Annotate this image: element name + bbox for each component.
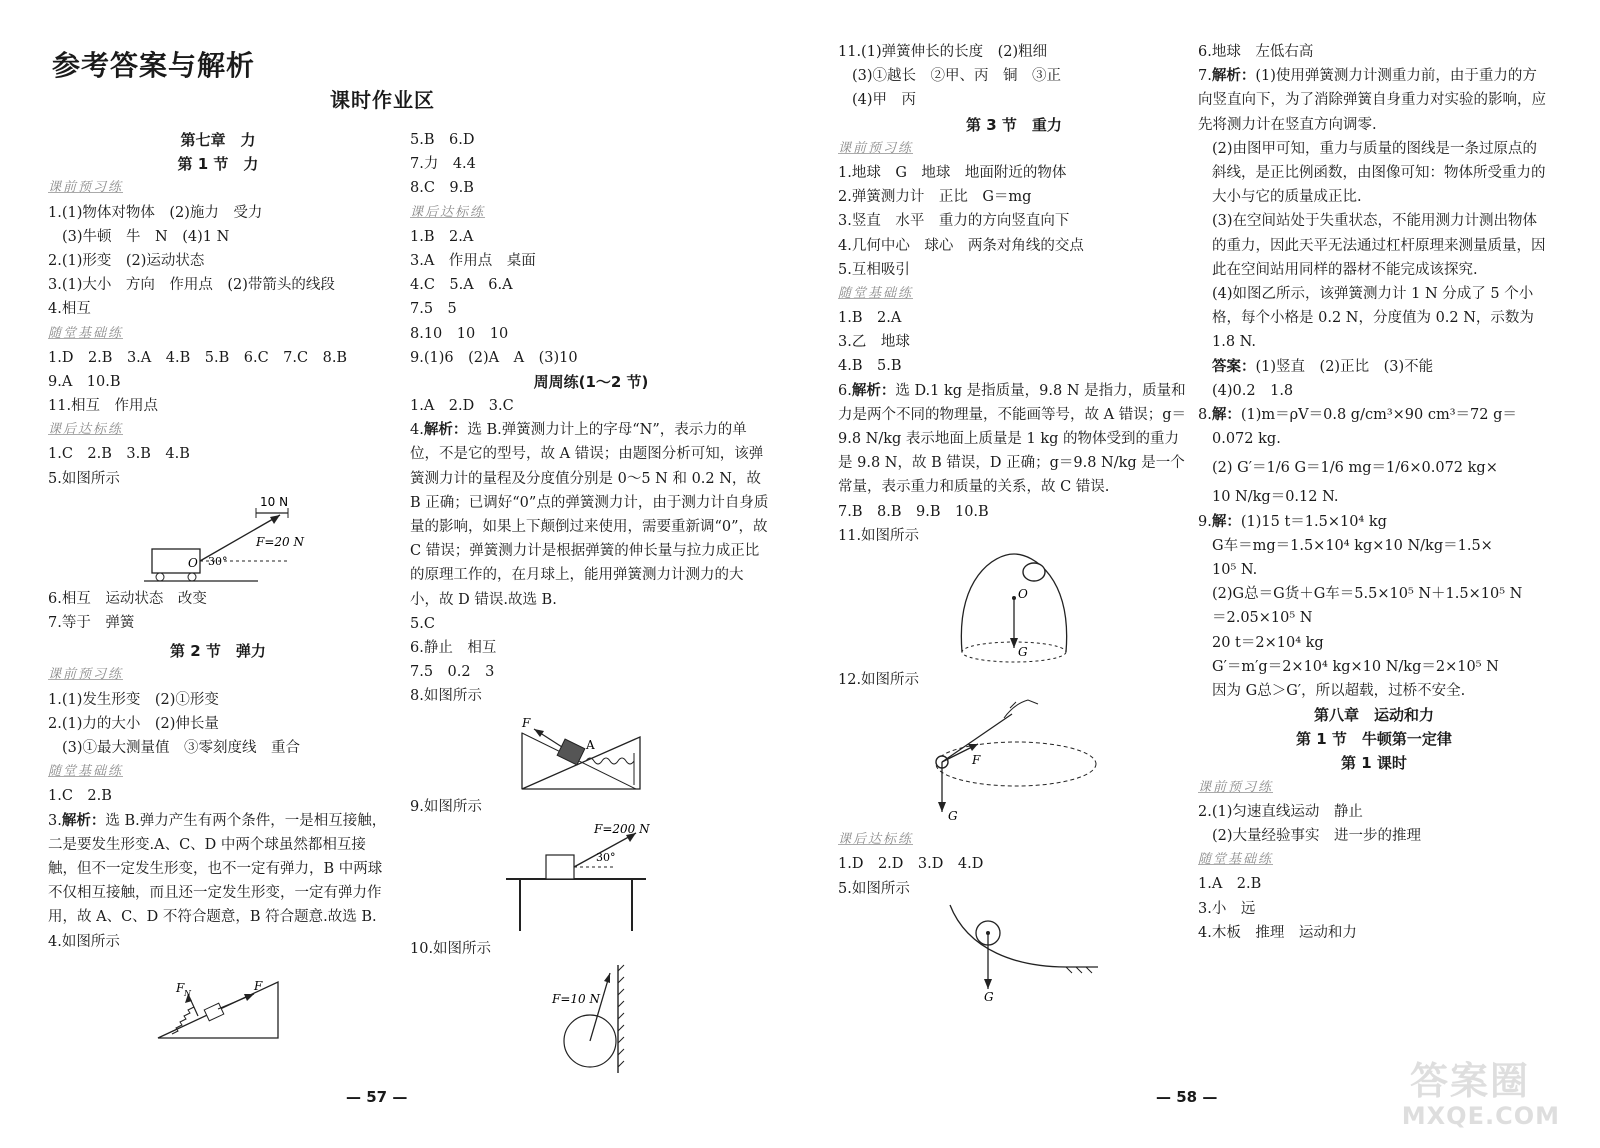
fig9-force-label: F=200 N [594,821,650,836]
exercise-tag: 随堂基础练 [838,285,914,301]
answer-line: 2.(1)形变 (2)运动状态 [48,252,205,269]
section-heading: 第 1 节 牛顿第一定律 [1296,730,1452,749]
answer-line: 2.弹簧测力计 正比 G＝mg [838,189,1032,206]
answer-line: 4.如图所示 [48,933,120,950]
fig5b-gravity: G [984,989,994,1001]
solution-line: 8.解：(1)m＝ρV＝0.8 g/cm³×90 cm³＝72 g＝ [1198,406,1517,423]
column-1 [48,128,388,1044]
answer-line: 5.如图所示 [838,880,910,897]
lesson-heading: 第 1 课时 [1341,754,1407,773]
solution-line: 0.072 kg. [1212,431,1281,448]
answer-line: 11.相互 作用点 [48,398,159,415]
fig12-gravity: G [948,809,958,824]
answer-line: 3.A 作用点 桌面 [410,252,536,269]
answer-line: 6.相互 运动状态 改变 [48,590,207,607]
analysis-paragraph: (4)如图乙所示，该弹簧测力计 1 N 分成了 5 个小格，每个小格是 0.2 N，分度值为 0.2 N，示数为 1.8 N. [1212,286,1534,351]
page-number-left: — 57 — [346,1088,408,1106]
answer-line: (3)①越长 ②甲、丙 铜 ③正 [852,68,1062,85]
column-2 [410,128,772,1081]
exercise-tag: 随堂基础练 [48,325,124,341]
answer-line: 5.互相吸引 [838,261,910,278]
fig11-gravity: G [1018,645,1028,660]
fig5-angle: 30° [208,554,228,568]
answer-line: 3.竖直 水平 重力的方向竖直向下 [838,213,1070,230]
exercise-tag: 课后达标练 [410,204,486,220]
answer-line: 9.A 10.B [48,373,121,390]
answer-line: 5.C [410,615,435,632]
page-number-right: — 58 — [1156,1088,1218,1106]
analysis-paragraph: 6.解析：选 D.1 kg 是指质量，9.8 N 是指力，质量和力是两个不同的物理量，不能画等号，故 A 错误；g＝9.8 N/kg 表示地面上质量是 1 kg 的物体受到的重力是 9.8 N，故 B 错误，D 正确；g＝9.8 N/kg 是一个常量，表示重力和质量的关系，故 C 错误. [838,381,1186,496]
solution-line: 因为 G总＞G′，所以超载，过桥不安全. [1212,682,1466,699]
fig4-normal-force: F [176,980,185,995]
fig8-point: A [586,737,595,752]
answer-line: 1.C 2.B 3.B 4.B [48,446,190,463]
answer-line: 3.乙 地球 [838,334,910,351]
figure-cart-force [48,491,388,587]
fig12-force: F [972,753,981,768]
section-heading: 第 1 节 力 [177,155,259,174]
section-heading: 第 2 节 弹力 [170,642,266,661]
answer-line: 9.如图所示 [410,798,482,815]
right-page [820,0,1600,1148]
solution-line: G车＝mg＝1.5×10⁴ kg×10 N/kg＝1.5× [1212,537,1493,554]
answer-line: 4.木板 推理 运动和力 [1198,924,1357,941]
figure-incline-spring [48,954,388,1044]
weekly-heading: 周周练(1～2 节) [533,372,649,391]
solution-line: 9.解：(1)15 t＝1.5×10⁴ kg [1198,512,1387,530]
answer-line: 2.(1)匀速直线运动 静止 [1198,803,1363,820]
fig10-force-label: F=10 N [552,992,600,1006]
fig5-origin: O [188,555,198,570]
answer-line: 12.如图所示 [838,672,920,689]
section-heading: 第 3 节 重力 [966,115,1062,134]
answer-line: 1.B 2.A [410,228,474,245]
answer-line: 7.力 4.4 [410,156,476,173]
answer-line: 7.5 0.2 3 [410,664,495,681]
exercise-tag: 课后达标练 [838,832,914,848]
solution-line: 10⁵ N. [1212,561,1258,578]
answer-line: 1.D 2.B 3.A 4.B 5.B 6.C 7.C 8.B [48,349,348,366]
analysis-paragraph: (3)在空间站处于失重状态，不能用测力计测出物体的重力，因此天平无法通过杠杆原理来测量质量，因此在空间站用同样的器材不能完成该探究. [1212,213,1546,278]
answer-line: 答案：(1)竖直 (2)正比 (3)不能 [1212,357,1434,375]
watermark-url: MXQE.COM [1401,1102,1560,1130]
answer-line: 4.相互 [48,301,91,318]
answer-line: 5.B 6.D [410,132,475,148]
answer-line: 3.(1)大小 方向 作用点 (2)带箭头的线段 [48,277,335,294]
exercise-tag: 课前预习练 [48,667,124,683]
answer-line: (4)0.2 1.8 [1212,382,1294,399]
answer-line: (2)大量经验事实 进一步的推理 [1212,828,1422,844]
chapter-heading: 第七章 力 [180,131,256,149]
solution-line: G′＝m′g＝2×10⁴ kg×10 N/kg＝2×10⁵ N [1212,658,1499,675]
analysis-paragraph: 3.解析：选 B.弹力产生有两个条件，一是相互接触，二是要发生形变.A、C、D 中两个球虽然都相互接触，但不一定发生形变，也不一定有弹力，B 中两球不仅相互接触，而且还一定发生形变，一定有弹力作用，故 A、C、D 不符合题意，B 符合题意.故选 B. [48,811,387,926]
solution-line: 10 N/kg＝0.12 N. [1212,489,1339,506]
answer-line: 2.(1)力的大小 (2)伸长量 [48,715,219,732]
column-4 [1198,40,1550,945]
answer-line: 1.(1)物体对物体 (2)施力 受力 [48,204,263,221]
column-3 [838,40,1190,1001]
page-title: 参考答案与解析 [52,49,256,82]
answer-line: 6.静止 相互 [410,640,497,657]
answer-line: 1.地球 G 地球 地面附近的物体 [838,164,1067,181]
figure-dome [838,548,1190,668]
answer-line: 1.A 2.B [1198,876,1262,893]
answer-line: 8.如图所示 [410,688,482,705]
fig8-force: F [522,715,531,730]
answer-line: 7.B 8.B 9.B 10.B [838,503,989,520]
figure-ball-wall [410,961,772,1081]
answer-line: 6.地球 左低右高 [1198,44,1314,60]
exercise-tag: 课前预习练 [48,180,124,196]
solution-line: (2)G总＝G货＋G车＝5.5×10⁵ N＋1.5×10⁵ N [1212,586,1523,603]
answer-line: 10.如图所示 [410,940,492,957]
answer-line: 5.如图所示 [48,470,120,487]
analysis-paragraph: 7.解析：(1)使用弹簧测力计测重力前，由于重力的方向竖直向下，为了消除弹簧自身重力对实验的影响，应先将测力计在竖直方向调零. [1198,67,1546,133]
fig4-force: F [254,978,263,993]
exercise-tag: 课后达标练 [48,422,124,438]
fig4-normal-sub: N [184,988,191,998]
answer-line: (3)牛顿 牛 N (4)1 N [62,228,230,245]
chapter-heading: 第八章 运动和力 [1313,706,1434,725]
solution-line: 20 t＝2×10⁴ kg [1212,634,1324,651]
answer-line: 9.(1)6 (2)A A (3)10 [410,349,578,366]
fig5-scale-label: 10 N [260,494,289,509]
watermark-logo: 答案圈 [1409,1059,1530,1103]
exercise-tag: 课前预习练 [1198,779,1274,795]
answer-line: 11.(1)弹簧伸长的长度 (2)粗细 [838,44,1048,60]
figure-spring-block [410,709,772,795]
answer-line: (3)①最大测量值 ③零刻度线 重合 [62,739,301,756]
solution-line: (2) G′＝1/6 G＝1/6 mg＝1/6×0.072 kg× [1212,460,1498,477]
answer-line: 8.10 10 10 [410,325,509,342]
fig11-origin: O [1018,587,1028,602]
answer-line: 3.小 远 [1198,900,1256,917]
answer-line: 1.B 2.A [838,310,902,327]
exercise-tag: 课前预习练 [838,140,914,156]
exercise-tag: 随堂基础练 [48,764,124,780]
answer-line: 8.C 9.B [410,180,474,197]
solution-line: ＝2.05×10⁵ N [1212,610,1313,627]
answer-line: 7.5 5 [410,301,457,318]
exercise-tag: 随堂基础练 [1198,852,1274,868]
page-subtitle: 课时作业区 [330,88,435,112]
answer-line: 1.A 2.D 3.C [410,398,514,415]
analysis-paragraph: 4.解析：选 B.弹簧测力计上的字母“N”，表示力的单位，不是它的型号，故 A 错误；由题图分析可知，该弹簧测力计的量程及分度值分别是 0～5 N 和 0.2 N，故 B 正确；已调好“0”点的弹簧测力计，由于测力计自身质量的影响，如果上下颠倒过来使用，需要重新调“0”，故 C 错误；弹簧测力计是根据弹簧的伸长量与拉力成正比的原理工作的，在月球上，能用弹簧测力计测力的大小，故 D 错误.故选 B. [410,421,769,608]
fig5-force-label: F=20 N [256,534,304,549]
answer-line: 1.C 2.B [48,788,112,805]
figure-curve-ball [838,901,1190,1001]
fig9-angle: 30° [596,850,616,864]
answer-line: (4)甲 丙 [852,92,917,109]
answer-line: 11.如图所示 [838,527,920,544]
answer-line: 1.(1)发生形变 (2)①形变 [48,691,219,708]
watermark [1360,1050,1560,1140]
answer-line: 7.等于 弹簧 [48,615,135,631]
answer-line: 4.B 5.B [838,358,902,375]
analysis-paragraph: (2)由图甲可知，重力与质量的图线是一条过原点的斜线，是正比例函数，由图像可知：物体所受重力的大小与它的质量成正比. [1212,140,1546,206]
answer-line: 4.几何中心 球心 两条对角线的交点 [838,237,1084,254]
figure-table-force [410,819,772,937]
figure-swing-ball [838,692,1190,828]
answer-line: 4.C 5.A 6.A [410,277,513,294]
answer-line: 1.D 2.D 3.D 4.D [838,856,984,873]
